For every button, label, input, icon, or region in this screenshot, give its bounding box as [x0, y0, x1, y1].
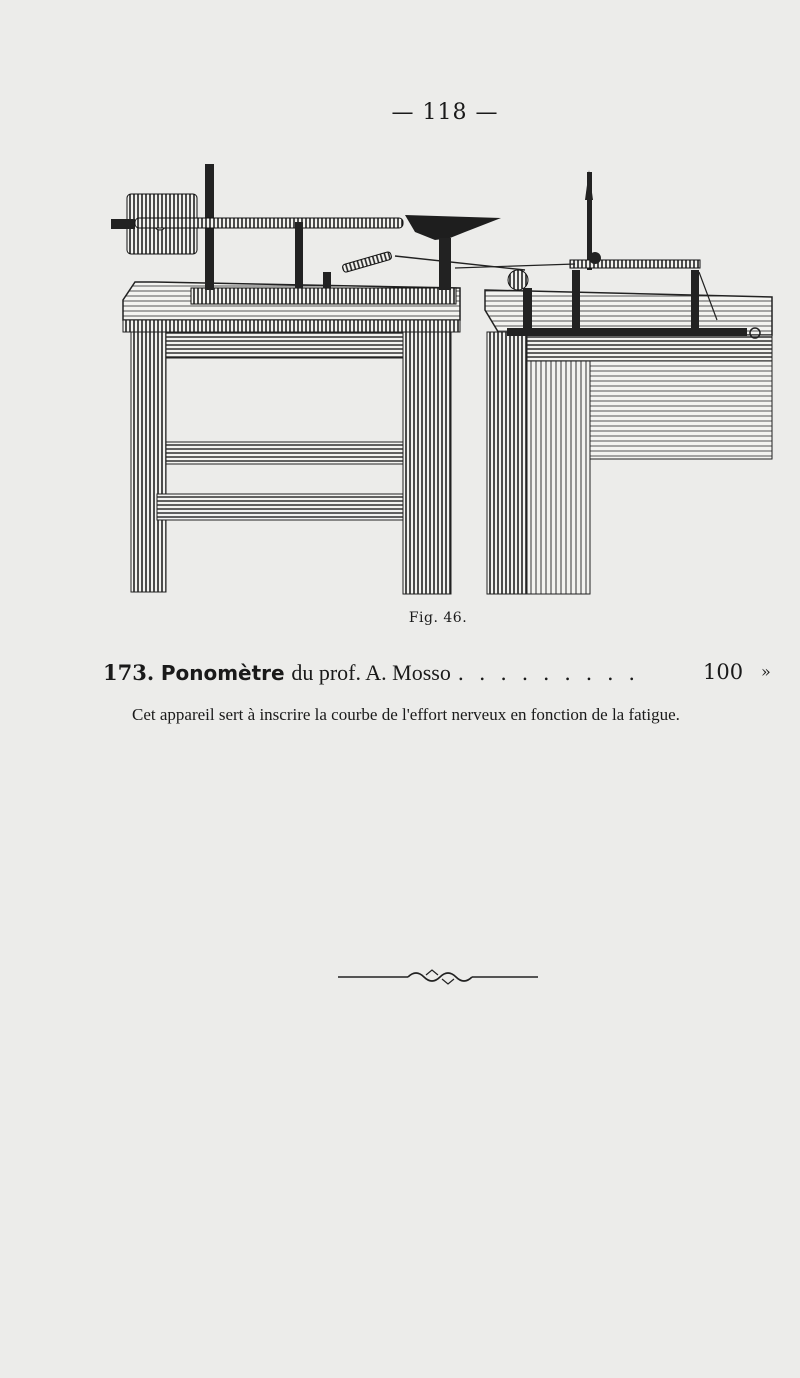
price-mark: » [761, 662, 771, 681]
entry-name: Ponomètre [160, 661, 285, 685]
catalog-entry [103, 660, 783, 686]
entry-author: du prof. A. Mosso [291, 660, 451, 685]
figure-caption: Fig. 46. [408, 610, 468, 626]
ornament-divider [338, 965, 538, 989]
page-number: — 118 — [391, 100, 499, 125]
left-table [123, 282, 460, 594]
leader-dots: . . . . . . . . . [457, 661, 639, 685]
description-text: Cet appareil sert à inscrire la courbe de l'effort nerveux en fonction de la fatigue. [132, 705, 680, 724]
entry-number: 173. [103, 660, 155, 685]
entry-price: 100 [703, 660, 744, 684]
engraving-ponometer [105, 160, 785, 600]
entry-description [105, 705, 773, 725]
